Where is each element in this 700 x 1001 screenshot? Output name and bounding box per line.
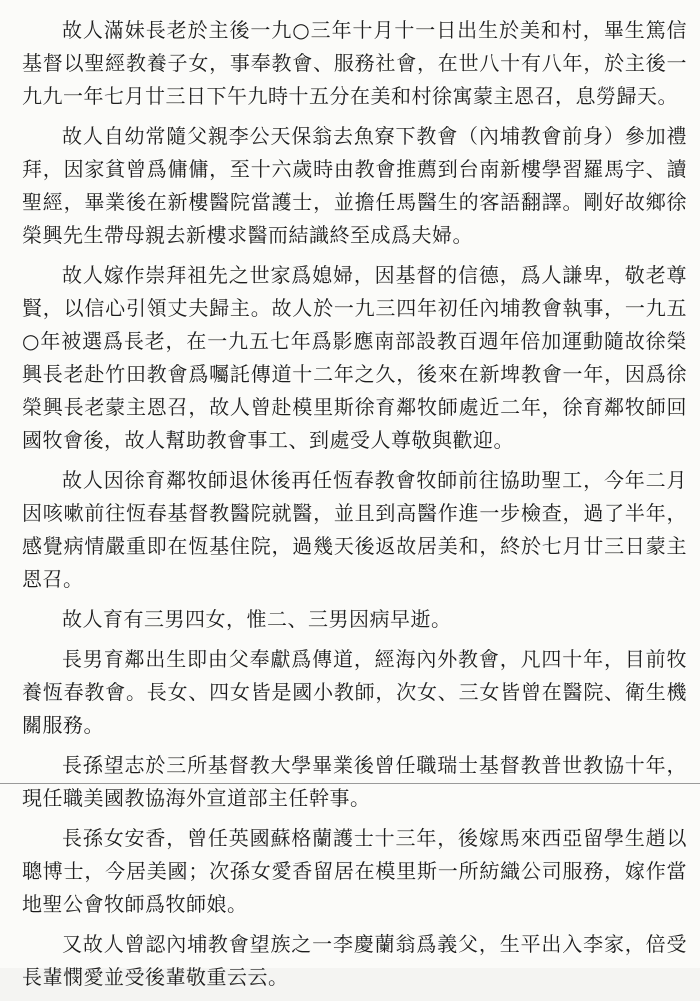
paragraph-birth-and-death: 故人滿妹長老於主後一九○三年十月十一日出生於美和村，畢生篤信基督以聖經教養子女，事奉教會、服務社會，在世八十有八年，於主後一九九一年七月廿三日下午九時十五分在美和村徐寓蒙主恩召，息勞歸天。 xyxy=(22,18,687,108)
paragraph-illness: 故人因徐育鄰牧師退休後再任恆春教會牧師前往協助聖工，今年二月因咳嗽前往恆春基督教醫院就醫，並且到高醫作進一步檢查，過了半年，感覺病情嚴重即在恆基住院，過幾天後返故居美和，終於七月廿三日蒙主恩召。 xyxy=(22,468,687,591)
paragraph-eldest-son: 長男育鄰出生即由父奉獻爲傳道，經海內外教會，凡四十年，目前牧養恆春教會。長女、四女皆是國小教師，次女、三女皆曾在醫院、衛生機關服務。 xyxy=(22,647,687,737)
document-body xyxy=(22,14,687,1001)
paragraph-early-life: 故人自幼常隨父親李公天保翁去魚寮下教會（內埔教會前身）參加禮拜，因家貧曾爲傭傭，至十六歲時由教會推薦到台南新樓學習羅馬字、讀聖經，畢業後在新樓醫院當護士，並擔任馬醫生的客語翻譯。剛好故鄉徐榮興先生帶母親去新樓求醫而結識終至成爲夫婦。 xyxy=(22,124,687,247)
paragraph-church-service: 故人嫁作崇拜祖先之世家爲媳婦，因基督的信德，爲人謙卑，敬老尊賢，以信心引領丈夫歸主。故人於一九三四年初任內埔教會執事，一九五○年被選爲長老，在一九五七年爲影應南部設教百週年倍加運動隨故徐榮興長老赴竹田教會爲囑託傳道十二年之久，後來在新埤教會一年，因爲徐榮興長老蒙主恩召，故人曾赴模里斯徐育鄰牧師處近二年，徐育鄰牧師回國牧會後，故人幫助教會事工、到處受人尊敬與歡迎。 xyxy=(22,263,687,452)
paragraph-godfather: 又故人曾認內埔教會望族之一李慶蘭翁爲義父，生平出入李家，倍受長輩憫愛並受後輩敬重云云。 xyxy=(22,932,687,989)
paragraph-eldest-grandson: 長孫望志於三所基督教大學畢業後曾任職瑞士基督教普世教協十年，現任職美國教協海外宣道部主任幹事。 xyxy=(22,753,687,810)
paragraph-granddaughters: 長孫女安香，曾任英國蘇格蘭護士十三年，後嫁馬來西亞留學生趙以聰博士，今居美國；次孫女愛香留居在模里斯一所紡織公司服務，嫁作當地聖公會牧師爲牧師娘。 xyxy=(22,826,687,916)
paragraph-children: 故人育有三男四女，惟二、三男因病早逝。 xyxy=(62,607,452,631)
